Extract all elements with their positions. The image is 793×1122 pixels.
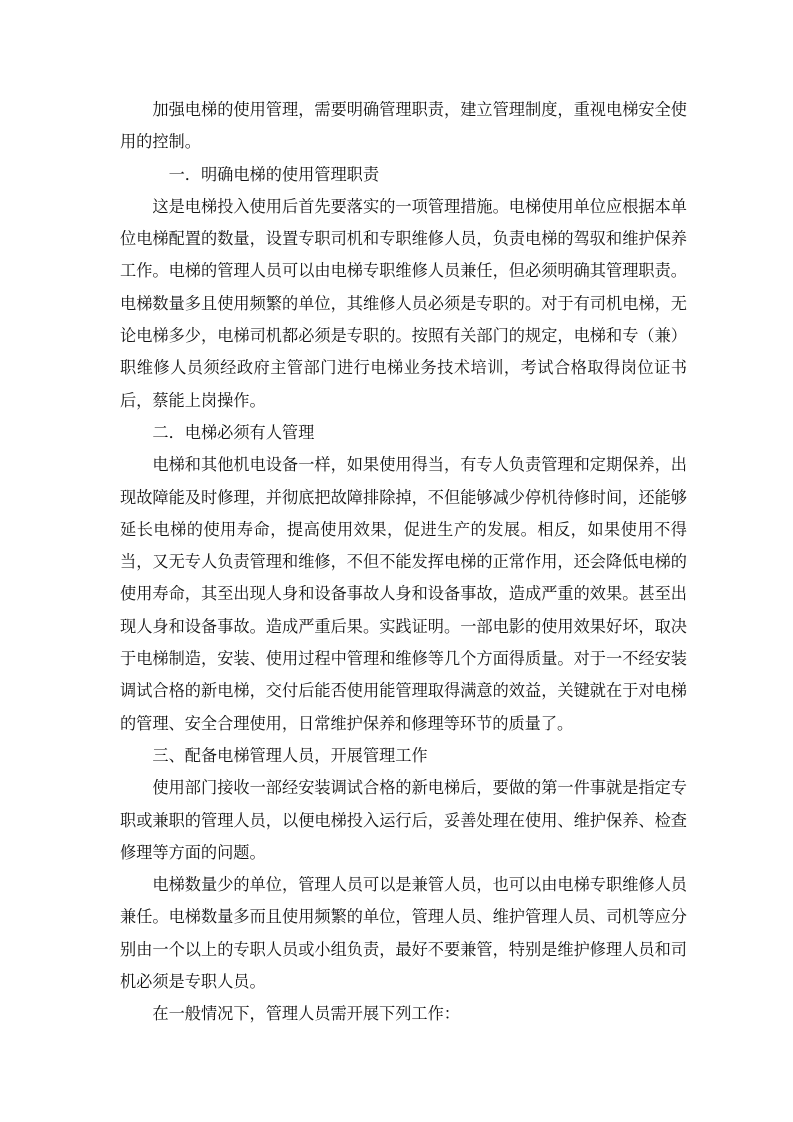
section-3-heading: 三、配备电梯管理人员，开展管理工作: [152, 745, 428, 765]
section-3-paragraph-2: 电梯数量少的单位，管理人员可以是兼管人员，也可以由电梯专职维修人员兼任。电梯数量多而且使用频繁的单位，管理人员、维护管理人员、司机等应分别由一个以上的专职人员或小组负责，最好不要兼管，特别是维护修理人员和司机必须是专职人员。: [120, 875, 687, 992]
section-3-paragraph-3: 在一般情况下，管理人员需开展下列工作：: [152, 1004, 460, 1024]
section-2-paragraph: 电梯和其他机电设备一样，如果使用得当，有专人负责管理和定期保养，出现故障能及时修理，并彻底把故障排除掉，不但能够减少停机待修时间，还能够延长电梯的使用寿命，提高使用效果，促进生产的发展。相反，如果使用不得当，又无专人负责管理和维修，不但不能发挥电梯的正常作用，还会降低电梯的使用寿命，其至出现人身和设备事故人身和设备事故，造成严重的效果。甚至出现人身和设备事故。造成严重后果。实践证明。一部电影的使用效果好坏，取决于电梯制造，安装、使用过程中管理和维修等几个方面得质量。对于一不经安装调试合格的新电梯，交付后能否使用能管理取得满意的效益，关键就在于对电梯的管理、安全合理使用，日常维护保养和修理等环节的质量了。: [120, 455, 687, 733]
section-1-paragraph: 这是电梯投入使用后首先要落实的一项管理措施。电梯使用单位应根据本单位电梯配置的数量，设置专职司机和专职维修人员，负责电梯的驾驭和维护保养工作。电梯的管理人员可以由电梯专职维修人员兼任，但必须明确其管理职责。电梯数量多且使用频繁的单位，其维修人员必须是专职的。对于有司机电梯，无论电梯多少，电梯司机都必须是专职的。按照有关部门的规定，电梯和专（兼）职维修人员须经政府主管部门进行电梯业务技术培训，考试合格取得岗位证书后，蔡能上岗操作。: [120, 196, 687, 410]
section-1-heading: 一．明确电梯的使用管理职责: [168, 164, 380, 184]
section-3-paragraph-1: 使用部门接收一部经安装调试合格的新电梯后，要做的第一件事就是指定专职或兼职的管理人员，以便电梯投入运行后，妥善处理在使用、维护保养、检查修理等方面的问题。: [120, 778, 687, 862]
intro-paragraph: 加强电梯的使用管理，需要明确管理职责，建立管理制度，重视电梯安全使用的控制。: [120, 100, 687, 152]
document-body: [120, 94, 687, 1031]
section-2-heading: 二．电梯必须有人管理: [152, 422, 315, 442]
